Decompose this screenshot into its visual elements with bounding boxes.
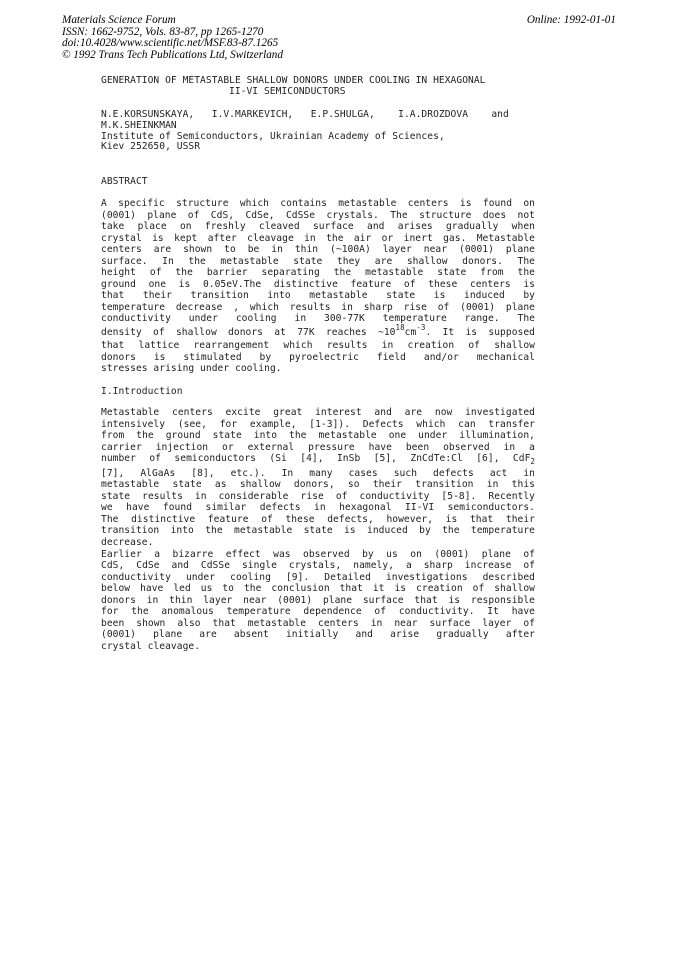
abstract-line: conductivity under cooling in 300-77K temperature range. The	[101, 313, 535, 325]
abstract-line: that their transition into metastable state is induced by	[101, 290, 535, 302]
intro-line: (0001) plane are absent initially and arise gradually after	[101, 629, 535, 641]
intro-line: donors in thin layer near (0001) plane surface that is responsible	[101, 594, 535, 606]
abstract-line: surface. In the metastable state they are shallow donors. The	[101, 255, 535, 267]
intro-line: state results in considerable rise of conductivity [5-8]. Recently	[101, 490, 535, 502]
publication-metadata	[62, 15, 283, 61]
abstract-line: temperature decrease , which results in sharp rise of (0001) plane	[101, 301, 535, 313]
introduction-body	[101, 407, 535, 652]
issn-line: ISSN: 1662-9752, Vols. 83-87, pp 1265-1270	[62, 25, 264, 38]
intro-line: metastable state as shallow donors, so their transition in this	[101, 479, 535, 491]
affiliation-line-2: Kiev 252650, USSR	[101, 141, 201, 153]
intro-line: Metastable centers excite great interest and are now investigated	[101, 407, 535, 418]
intro-line: carrier injection or external pressure have been observed in a	[101, 441, 535, 453]
online-date: Online: 1992-01-01	[526, 14, 616, 26]
abstract-heading: ABSTRACT	[101, 176, 148, 187]
intro-line: for the anomalous temperature dependence of conductivity. It have	[101, 606, 535, 618]
intro-line: CdS, CdSe and CdSSe single crystals, namely, a sharp increase of	[101, 560, 535, 572]
intro-line: The distinctive feature of these defects, however, is that their	[101, 513, 535, 525]
abstract-line: centers are shown to be in thin (~100A) layer near (0001) plane	[101, 244, 535, 256]
journal-name: Materials Science Forum	[62, 14, 176, 26]
paper-title	[101, 76, 546, 97]
doi-line: doi:10.4028/www.scientific.net/MSF.83-87.1265	[62, 37, 279, 50]
intro-line: crystal cleavage.	[101, 640, 201, 652]
abstract-line: donors is stimulated by pyroelectric field and/or mechanical	[101, 351, 535, 363]
abstract-line: A specific structure which contains metastable centers is found on	[101, 198, 535, 209]
affiliation-line-1: Institute of Semiconductors, Ukrainian Academy of Sciences,	[101, 130, 445, 142]
intro-line: conductivity under cooling [9]. Detailed investigations described	[101, 571, 535, 583]
introduction-heading: I.Introduction	[101, 386, 183, 397]
abstract-line: ground one is 0.05eV.The distinctive feature of these centers is	[101, 278, 535, 290]
abstract-line: crystal is kept after cleavage in the air or inert gas. Metastable	[101, 232, 535, 244]
abstract-density-line: density of shallow donors at 77K reaches $\sim 10^{18}cm^{-3}$. It is supposed	[101, 323, 536, 339]
intro-line: intensively (see, for example, [1-3]). Defects which can transfer	[101, 418, 535, 430]
intro-cdf-line: number of semiconductors (Si [4], InSb [5], ZnCdTe:Cl [6], CdF$_2$	[101, 453, 535, 467]
intro-line: transition into the metastable state is induced by the temperature	[101, 525, 535, 537]
intro-line: below have led us to the conclusion that it is creation of shallow	[101, 583, 535, 595]
intro-line: from the ground state into the metastable one under illumination,	[101, 430, 535, 442]
abstract-body	[101, 198, 535, 375]
abstract-line: (0001) plane of CdS, CdSe, CdSSe crystals. The structure does not	[101, 209, 535, 221]
intro-line: Earlier a bizarre effect was observed by us on (0001) plane of	[101, 548, 535, 560]
intro-line: been shown also that metastable centers in near surface layer of	[101, 617, 535, 629]
intro-line: decrease.	[101, 537, 154, 549]
intro-line: we have found similar defects in hexagonal II-VI semiconductors.	[101, 502, 535, 514]
authors-line-2: M.K.SHEINKMAN	[101, 119, 177, 131]
title-line-1: GENERATION OF METASTABLE SHALLOW DONORS UNDER COOLING IN HEXAGONAL	[101, 75, 486, 86]
abstract-line: height of the barrier separating the metastable state from the	[101, 267, 535, 279]
authors-block	[101, 110, 541, 153]
abstract-line: stresses arising under cooling.	[101, 363, 282, 375]
abstract-line: that lattice rearrangement which results in creation of shallow	[101, 340, 535, 352]
copyright-line: © 1992 Trans Tech Publications Ltd, Switzerland	[62, 48, 283, 61]
intro-line: [7], AlGaAs [8], etc.). In many cases such defects act in	[101, 467, 535, 479]
title-line-2: II-VI SEMICONDUCTORS	[229, 85, 346, 97]
abstract-line: take place on freshly cleaved surface and arises gradually when	[101, 221, 535, 233]
authors-line-1: N.E.KORSUNSKAYA, I.V.MARKEVICH, E.P.SHULGA, I.A.DROZDOVA and	[101, 109, 509, 120]
